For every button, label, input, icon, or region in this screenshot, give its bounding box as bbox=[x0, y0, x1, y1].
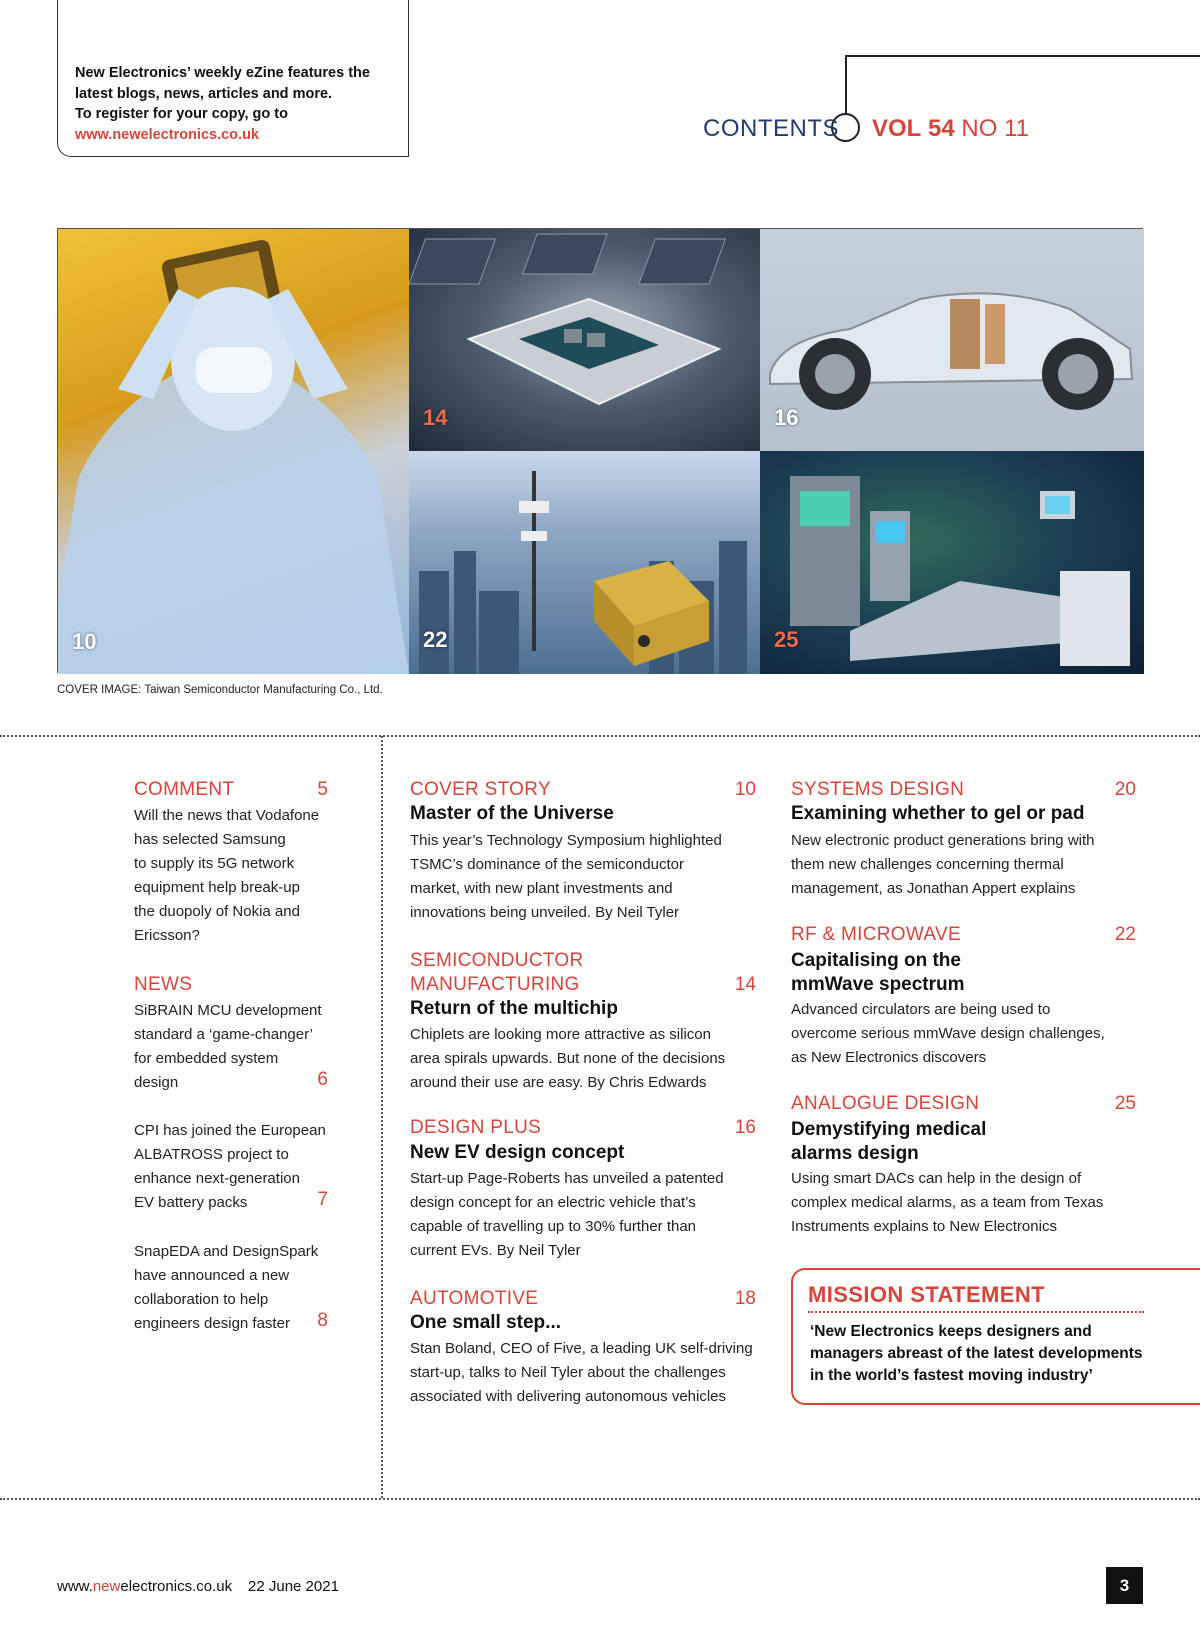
cover-image-mosaic bbox=[57, 228, 1143, 673]
text-line: the duopoly of Nokia and bbox=[134, 903, 300, 920]
text-line: area spirals upwards. But none of the decisions bbox=[410, 1050, 726, 1067]
text-line: Will the news that Vodafone bbox=[134, 807, 320, 824]
text-line: ‘New Electronics keeps designers and bbox=[810, 1323, 1092, 1340]
article-title-multichip[interactable]: Return of the multichip bbox=[410, 998, 618, 1019]
article-title-ev-concept[interactable]: New EV design concept bbox=[410, 1142, 625, 1163]
column-divider bbox=[381, 736, 383, 1498]
city-mast-circulator-photo[interactable] bbox=[409, 451, 760, 674]
text-line: enhance next-generation bbox=[134, 1170, 300, 1187]
semiconductor-summary bbox=[410, 1023, 755, 1095]
systems-design-summary bbox=[791, 829, 1136, 901]
text-line: Using smart DACs can help in the design of bbox=[791, 1170, 1082, 1187]
text-line: TSMC’s dominance of the semiconductor bbox=[410, 856, 685, 873]
text-line: CPI has joined the European bbox=[134, 1122, 326, 1139]
text-line: start-up, talks to Neil Tyler about the challenges bbox=[410, 1364, 726, 1381]
title-line: mmWave spectrum bbox=[791, 974, 965, 995]
section-heading-rf-microwave[interactable]: RF & MICROWAVE bbox=[791, 924, 961, 945]
text-line: equipment help break-up bbox=[134, 879, 300, 896]
section-heading-design-plus[interactable]: DESIGN PLUS bbox=[410, 1117, 542, 1138]
analogue-design-summary bbox=[791, 1167, 1136, 1239]
promo-register-link[interactable]: www.newelectronics.co.uk bbox=[75, 126, 259, 143]
mission-statement-heading: MISSION STATEMENT bbox=[808, 1282, 1045, 1307]
hospital-medical-equipment-photo[interactable] bbox=[760, 451, 1144, 674]
section-heading-manufacturing[interactable]: MANUFACTURING bbox=[410, 974, 580, 995]
section-heading-cover-story[interactable]: COVER STORY bbox=[410, 779, 551, 800]
page-ref-design-plus[interactable]: 16 bbox=[734, 1117, 756, 1138]
mission-statement-text bbox=[810, 1321, 1160, 1387]
page-number: 3 bbox=[1106, 1567, 1143, 1604]
section-heading-news[interactable]: NEWS bbox=[134, 974, 193, 995]
title-line: Capitalising on the bbox=[791, 950, 961, 971]
url-part: electronics.co.uk bbox=[120, 1578, 233, 1595]
section-heading-automotive[interactable]: AUTOMOTIVE bbox=[410, 1288, 539, 1309]
text-line: overcome serious mmWave design challenges, bbox=[791, 1025, 1105, 1042]
rf-microwave-summary bbox=[791, 998, 1136, 1070]
section-heading-analogue-design[interactable]: ANALOGUE DESIGN bbox=[791, 1093, 980, 1114]
ev-concept-car-photo[interactable] bbox=[760, 229, 1144, 451]
issue-number: NO 11 bbox=[961, 115, 1029, 142]
vol-prefix: VOL bbox=[872, 115, 922, 142]
article-title-one-small-step[interactable]: One small step... bbox=[410, 1312, 561, 1333]
issue-date: 22 June 2021 bbox=[248, 1578, 339, 1595]
section-heading-systems-design[interactable]: SYSTEMS DESIGN bbox=[791, 779, 965, 800]
page-ref-news-3[interactable]: 8 bbox=[317, 1310, 328, 1331]
url-part: www. bbox=[57, 1578, 93, 1595]
page-ref-automotive[interactable]: 18 bbox=[734, 1288, 756, 1309]
text-line: associated with delivering autonomous vehicles bbox=[410, 1388, 727, 1405]
cover-story-summary bbox=[410, 829, 755, 925]
text-line: market, with new plant investments and bbox=[410, 880, 673, 897]
text-line: Ericsson? bbox=[134, 927, 200, 944]
page-ref-semiconductor[interactable]: 14 bbox=[734, 974, 756, 995]
page-ref-news-2[interactable]: 7 bbox=[317, 1189, 328, 1210]
design-plus-summary bbox=[410, 1167, 755, 1263]
text-line: engineers design faster bbox=[134, 1315, 290, 1332]
automotive-summary bbox=[410, 1337, 770, 1409]
text-line: design concept for an electric vehicle that’s bbox=[410, 1194, 696, 1211]
cover-image-credit: COVER IMAGE: Taiwan Semiconductor Manufacturing Co., Ltd. bbox=[57, 684, 383, 696]
url-accent: new bbox=[92, 1578, 121, 1595]
text-line: Instruments explains to New Electronics bbox=[791, 1218, 1057, 1235]
promo-line-3: To register for your copy, go to bbox=[75, 106, 288, 122]
section-divider-top bbox=[0, 735, 1200, 737]
text-line: to supply its 5G network bbox=[134, 855, 295, 872]
article-title-mmwave[interactable] bbox=[791, 949, 965, 997]
tile-page-number: 25 bbox=[774, 627, 799, 652]
article-title-cover-story[interactable]: Master of the Universe bbox=[410, 803, 614, 824]
text-line: This year’s Technology Symposium highlighted bbox=[410, 832, 722, 849]
text-line: current EVs. By Neil Tyler bbox=[410, 1242, 581, 1259]
text-line: for embedded system bbox=[134, 1050, 279, 1067]
page-ref-news-1[interactable]: 6 bbox=[317, 1069, 328, 1090]
text-line: SnapEDA and DesignSpark bbox=[134, 1243, 319, 1260]
mission-statement-divider bbox=[808, 1311, 1144, 1313]
header-rule-horizontal bbox=[845, 55, 1200, 57]
tile-page-number: 22 bbox=[423, 627, 448, 652]
page-ref-analogue-design[interactable]: 25 bbox=[1114, 1093, 1136, 1114]
section-heading-semiconductor[interactable]: SEMICONDUCTOR bbox=[410, 950, 584, 971]
text-line: EV battery packs bbox=[134, 1194, 248, 1211]
promo-line-2: latest blogs, news, articles and more. bbox=[75, 85, 333, 102]
text-line: New electronic product generations bring with bbox=[791, 832, 1095, 849]
hospital-illustration bbox=[760, 451, 1144, 674]
chiplet-illustration bbox=[409, 229, 760, 451]
text-line: management, as Jonathan Appert explains bbox=[791, 880, 1076, 897]
text-line: managers abreast of the latest developments bbox=[810, 1345, 1143, 1362]
tile-page-number: 14 bbox=[423, 405, 448, 430]
cleanroom-wafer-photo[interactable] bbox=[58, 229, 409, 674]
text-line: have announced a new bbox=[134, 1267, 290, 1284]
page-ref-comment[interactable]: 5 bbox=[317, 779, 328, 800]
text-line: them new challenges concerning thermal bbox=[791, 856, 1064, 873]
text-line: as New Electronics discovers bbox=[791, 1049, 987, 1066]
header-rule-vertical bbox=[845, 57, 847, 114]
text-line: standard a ‘game-changer’ bbox=[134, 1026, 313, 1043]
page-ref-systems-design[interactable]: 20 bbox=[1114, 779, 1136, 800]
footer-website-link[interactable] bbox=[57, 1578, 232, 1595]
vol-number: 54 bbox=[928, 115, 955, 142]
text-line: design bbox=[134, 1074, 179, 1091]
text-line: complex medical alarms, as a team from Texas bbox=[791, 1194, 1104, 1211]
comment-summary bbox=[134, 804, 334, 948]
article-title-medical-alarms[interactable] bbox=[791, 1118, 986, 1166]
text-line: Start-up Page-Roberts has unveiled a patented bbox=[410, 1170, 724, 1187]
text-line: innovations being unveiled. By Neil Tyler bbox=[410, 904, 680, 921]
page-ref-rf-microwave[interactable]: 22 bbox=[1114, 924, 1136, 945]
cleanroom-worker-illustration bbox=[58, 229, 409, 674]
contents-label: CONTENTS bbox=[703, 115, 839, 142]
ev-car-illustration bbox=[760, 229, 1144, 451]
text-line: has selected Samsung bbox=[134, 831, 286, 848]
title-line: Demystifying medical bbox=[791, 1119, 987, 1140]
text-line: ALBATROSS project to bbox=[134, 1146, 289, 1163]
section-divider-bottom bbox=[0, 1498, 1200, 1500]
text-line: Stan Boland, CEO of Five, a leading UK self-driving bbox=[410, 1340, 753, 1357]
text-line: in the world’s fastest moving industry’ bbox=[810, 1367, 1093, 1384]
page-ref-cover-story[interactable]: 10 bbox=[734, 779, 756, 800]
ezine-promo-text bbox=[75, 63, 395, 145]
text-line: SiBRAIN MCU development bbox=[134, 1002, 322, 1019]
tile-page-number: 16 bbox=[774, 405, 799, 430]
title-line: alarms design bbox=[791, 1143, 919, 1164]
text-line: Advanced circulators are being used to bbox=[791, 1001, 1051, 1018]
tile-page-number: 10 bbox=[72, 629, 97, 654]
promo-line-1: New Electronics’ weekly eZine features the bbox=[75, 65, 370, 81]
chiplet-package-photo[interactable] bbox=[409, 229, 760, 451]
city-skyline-illustration bbox=[409, 451, 760, 674]
text-line: collaboration to help bbox=[134, 1291, 269, 1308]
article-title-gel-or-pad[interactable]: Examining whether to gel or pad bbox=[791, 803, 1085, 824]
text-line: capable of travelling up to 30% further than bbox=[410, 1218, 697, 1235]
text-line: around their use are easy. By Chris Edwards bbox=[410, 1074, 707, 1091]
section-heading-comment[interactable]: COMMENT bbox=[134, 779, 235, 800]
text-line: Chiplets are looking more attractive as silicon bbox=[410, 1026, 711, 1043]
volume-issue-label bbox=[872, 115, 1029, 143]
